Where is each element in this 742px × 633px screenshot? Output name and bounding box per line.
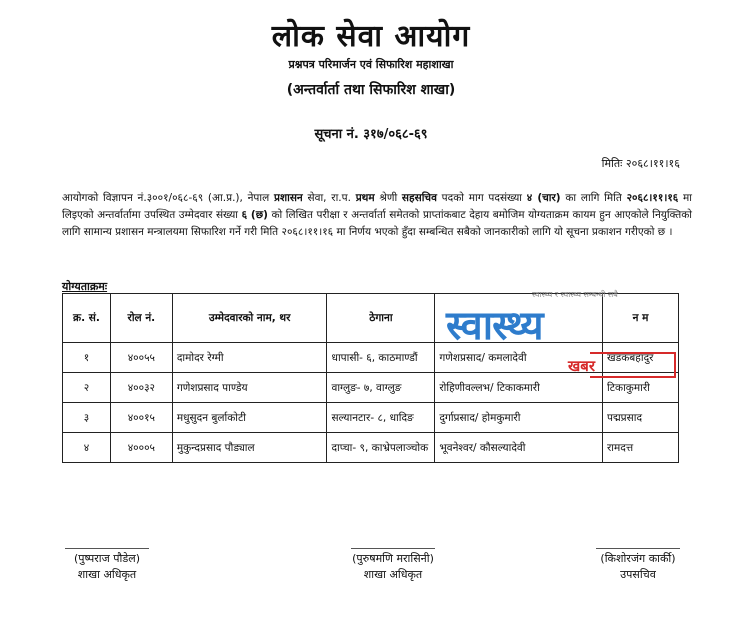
notice-body: आयोगको विज्ञापन नं.३००१/०६८-६९ (आ.प्र.), नेपाल प्रशासन सेवा, रा.प. प्रथम श्रेणी सहसचिव पदको माग पदसंख्या ४ (चार) का लागि मिति २०६८।११।१६ मा लिइएको अन्तर्वार्तामा उपस्थित उम्मेदवार संख्या ६ (छ) को लिखित परीक्षा र अन्तर्वार्ता समेतको प्राप्तांकबाट देहाय बमोजिम योग्यताक्रम कायम हुन आएकोले नियुक्तिको लागि सामान्य प्रशासन मन्त्रालयमा सिफारिश गर्ने गरी मिति २०६८।११।१६ मा निर्णय भएको हुँदा सम्बन्धित सबैको जानकारीको लागि यो सूचना प्रकाशन गरीएको छ । [62,192,692,238]
cell-roll: ४००१५ [110,403,172,433]
signature-line [351,548,435,549]
cell-name: गणेशप्रसाद पाण्डेय [172,373,327,403]
cell-grandfather: खडकबहादुर [603,343,679,373]
cell-serial: ३ [63,403,111,433]
signature-line [596,548,680,549]
document-title: लोक सेवा आयोग [271,19,471,54]
header-serial: क्र. सं. [63,294,111,343]
header-grandfather: न म [603,294,679,343]
cell-grandfather: रामदत्त [603,433,679,463]
cell-grandfather: टिकाकुमारी [603,373,679,403]
cell-parents: भूवनेश्वर/ कौसल्यादेवी [435,433,603,463]
cell-parents: गणेशप्रसाद/ कमलादेवी [435,343,603,373]
table-row [63,403,679,433]
signatory-name: (पुरुषमणि मरासिनी) [352,552,434,565]
cell-address: वाग्लुङ- ७, वाग्लुङ [327,373,435,403]
signature-block-3 [578,548,698,583]
watermark-tagline: स्वास्थ्य र स्वास्थ्य सम्बन्धी सबै [532,290,618,299]
watermark-logo: स्वास्थ्य [446,303,543,349]
cell-name: मुकुन्दप्रसाद पौड्याल [172,433,327,463]
header-name: उम्मेदवारको नाम, थर [172,294,327,343]
signatory-title: उपसचिव [620,568,656,581]
cell-roll: ४००३२ [110,373,172,403]
cell-address: धापासी- ६, काठमाण्डौं [327,343,435,373]
table-header-row [63,294,679,343]
table-row [63,373,679,403]
signatory-title: शाखा अधिकृत [77,568,137,581]
merit-list-heading: योग्यताक्रमः [62,280,108,293]
cell-name: दामोदर रेग्मी [172,343,327,373]
header-roll: रोल नं. [110,294,172,343]
cell-grandfather: पद्मप्रसाद [603,403,679,433]
cell-roll: ४०००५ [110,433,172,463]
merit-list-table [62,293,679,463]
signatory-name: (पुष्पराज पौडेल) [73,552,141,565]
cell-serial: २ [63,373,111,403]
signature-block-1 [52,548,162,583]
department-subtitle: प्रश्नपत्र परिमार्जन एवं सिफारिश महाशाखा [288,58,454,71]
signature-line [65,548,149,549]
cell-address: दाप्चा- ९, काभ्रेपलाञ्चोक [327,433,435,463]
header-address: ठेगाना [327,294,435,343]
signatory-name: (किशोरजंग कार्की) [600,552,676,565]
notice-date: मितिः २०६८।११।१६ [601,157,680,170]
cell-roll: ४००५५ [110,343,172,373]
cell-serial: ४ [63,433,111,463]
signature-block-2 [328,548,458,583]
cell-serial: १ [63,343,111,373]
section-subtitle: (अन्तर्वार्ता तथा सिफारिश शाखा) [286,82,456,98]
cell-name: मधुसुदन बुर्लाकोटी [172,403,327,433]
watermark-accent: खबर [568,357,595,375]
table-row [63,433,679,463]
notice-number: सूचना नं. ३१७/०६८-६९ [314,127,428,142]
signatory-title: शाखा अधिकृत [363,568,423,581]
cell-parents: दुर्गाप्रसाद/ होमकुमारी [435,403,603,433]
cell-address: सल्यानटार- ८, धादिङ [327,403,435,433]
watermark-frame [590,352,676,378]
cell-parents: रोहिणीवल्लभ/ टिकाकमारी [435,373,603,403]
